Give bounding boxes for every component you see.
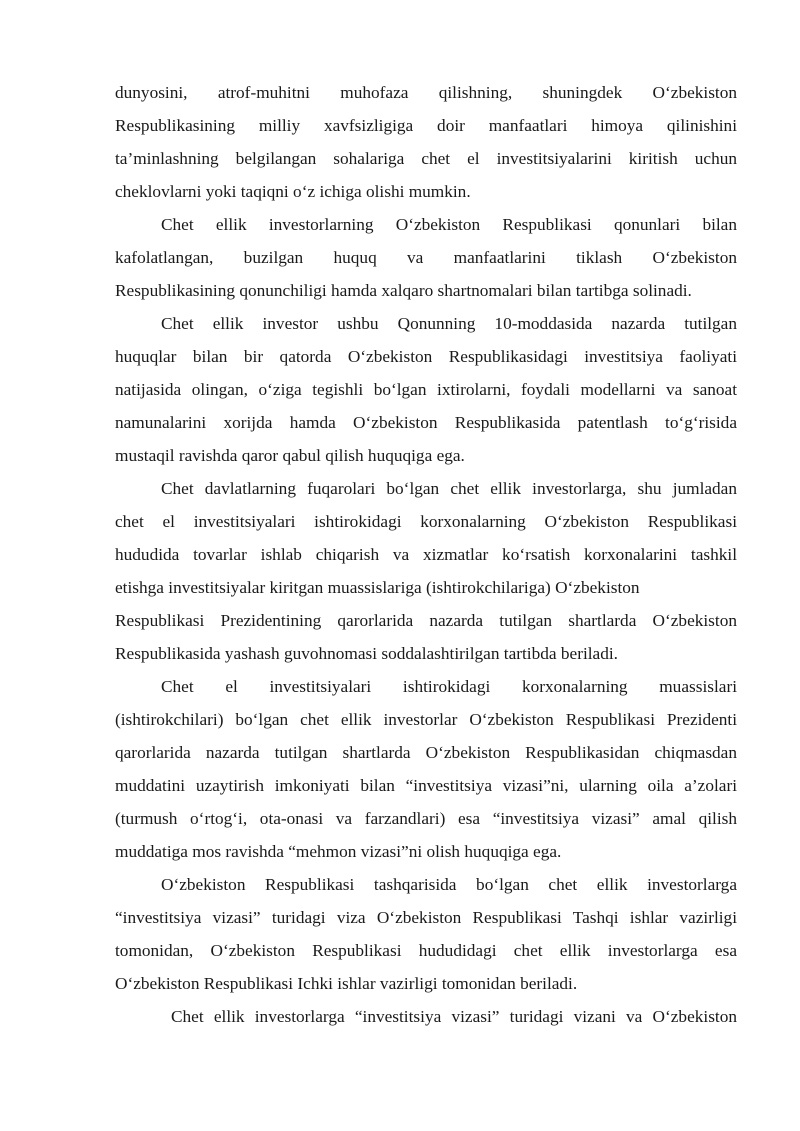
text-line: natijasida olingan, o‘ziga tegishli bo‘lgan ixtirolarni, foydali modellarni va sanoat [115,380,737,399]
text-line: cheklovlarni yoki taqiqni o‘z ichiga olishi mumkin. [115,182,471,201]
text-line: ta’minlashning belgilangan sohalariga chet el investitsiyalarini kiritish uchun [115,149,737,168]
text-line: etishga investitsiyalar kiritgan muassislariga (ishtirokchilariga) O‘zbekiston [115,578,640,597]
text-line: Chet ellik investor ushbu Qonunning 10-moddasida nazarda tutilgan [161,314,737,333]
text-line: dunyosini, atrof-muhitni muhofaza qilishning, shuningdek O‘zbekiston [115,83,737,102]
text-line: (turmush o‘rtog‘i, ota-onasi va farzandlari) esa “investitsiya vizasi” amal qilish [115,809,737,828]
text-line: Respublikasida yashash guvohnomasi soddalashtirilgan tartibda beriladi. [115,644,618,663]
text-line: Chet ellik investorlarning O‘zbekiston Respublikasi qonunlari bilan [161,215,737,234]
text-line: chet el investitsiyalari ishtirokidagi korxonalarning O‘zbekiston Respublikasi [115,512,737,531]
text-line: hududida tovarlar ishlab chiqarish va xizmatlar ko‘rsatish korxonalarini tashkil [115,545,737,564]
text-line: tomonidan, O‘zbekiston Respublikasi hududidagi chet ellik investorlarga esa [115,941,737,960]
text-line: muddatiga mos ravishda “mehmon vizasi”ni olish huquqiga ega. [115,842,562,861]
paragraph-1 [115,76,737,208]
document-body [115,76,737,1033]
paragraph-2 [115,208,737,307]
text-line: O‘zbekiston Respublikasi Ichki ishlar vazirligi tomonidan beriladi. [115,974,578,993]
text-line: kafolatlangan, buzilgan huquq va manfaatlarini tiklash O‘zbekiston [115,248,737,267]
text-line: Respublikasi Prezidentining qarorlarida nazarda tutilgan shartlarda O‘zbekiston [115,611,737,630]
paragraph-6 [115,868,737,1000]
paragraph-4 [115,472,737,670]
paragraph-7 [115,1000,737,1033]
text-line: huquqlar bilan bir qatorda O‘zbekiston Respublikasidagi investitsiya faoliyati [115,347,737,366]
text-line: Respublikasining qonunchiligi hamda xalqaro shartnomalari bilan tartibga solinadi. [115,281,692,300]
text-line: namunalarini xorijda hamda O‘zbekiston Respublikasida patentlash to‘g‘risida [115,413,737,432]
text-line: Chet el investitsiyalari ishtirokidagi korxonalarning muassislari [161,677,737,696]
text-line: Chet ellik investorlarga “investitsiya vizasi” turidagi vizani va O‘zbekiston [171,1007,737,1026]
text-line: Respublikasining milliy xavfsizligiga doir manfaatlari himoya qilinishini [115,116,737,135]
text-line: (ishtirokchilari) bo‘lgan chet ellik investorlar O‘zbekiston Respublikasi Prezidenti [115,710,737,729]
text-line: mustaqil ravishda qaror qabul qilish huquqiga ega. [115,446,465,465]
text-line: O‘zbekiston Respublikasi tashqarisida bo‘lgan chet ellik investorlarga [161,875,737,894]
text-line: muddatini uzaytirish imkoniyati bilan “investitsiya vizasi”ni, ularning oila a’zolari [115,776,737,795]
paragraph-3 [115,307,737,472]
text-line: qarorlarida nazarda tutilgan shartlarda O‘zbekiston Respublikasidan chiqmasdan [115,743,737,762]
text-line: “investitsiya vizasi” turidagi viza O‘zbekiston Respublikasi Tashqi ishlar vazirligi [115,908,737,927]
paragraph-5 [115,670,737,868]
text-line: Chet davlatlarning fuqarolari bo‘lgan chet ellik investorlarga, shu jumladan [161,479,737,498]
